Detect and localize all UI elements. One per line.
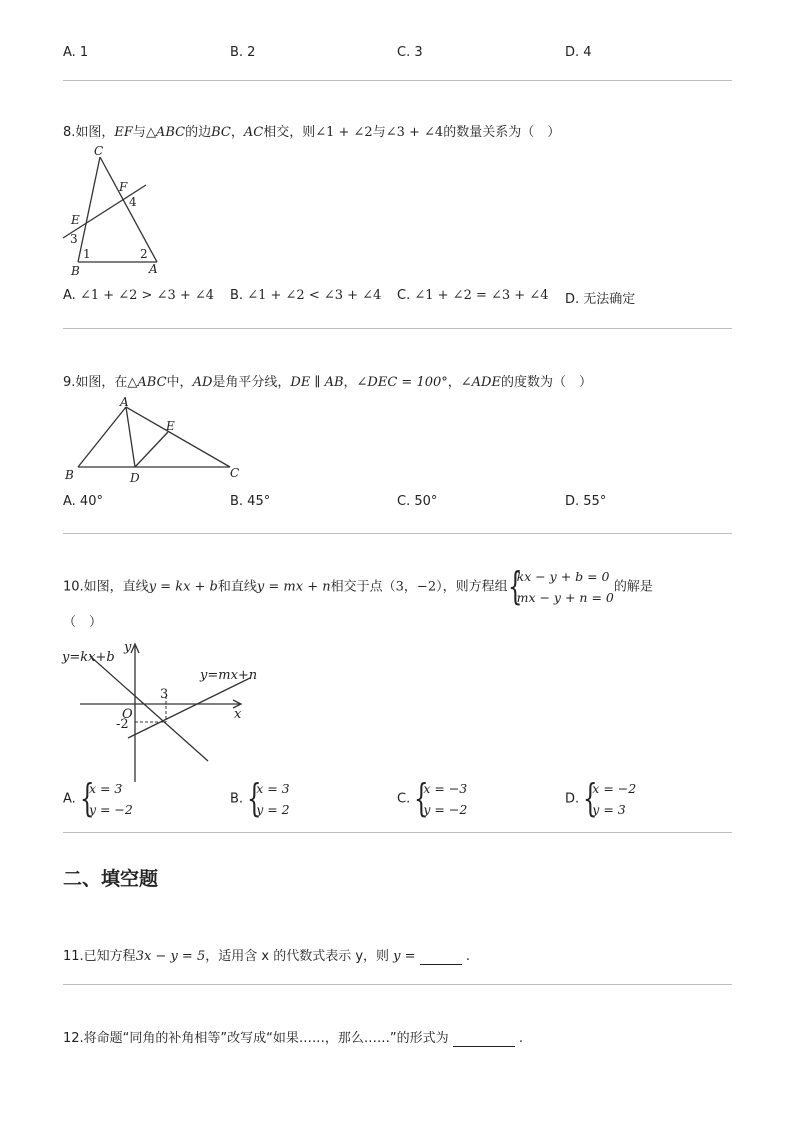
- q7-option-b: B. 2: [230, 45, 256, 60]
- q10-label-x: x: [234, 707, 242, 722]
- option-x: x = 3: [88, 781, 123, 796]
- q10-label-3: 3: [160, 687, 169, 702]
- brace-icon: {: [247, 776, 262, 820]
- q8-label-2: 2: [140, 247, 148, 261]
- brace-icon: {: [507, 564, 523, 608]
- q11-stem: [63, 945, 470, 965]
- q11-y: y =: [393, 949, 416, 964]
- q7-option-d: D. 4: [565, 45, 592, 60]
- option-system: [247, 778, 289, 820]
- q10-prefix: 10.如图，直线: [63, 579, 149, 595]
- q9-triangle: △ABC: [127, 375, 167, 390]
- q8-triangle: △ABC: [145, 125, 186, 140]
- q8-prefix: 8.如图，: [63, 125, 115, 140]
- q8-label-b: B: [71, 264, 80, 278]
- q9-text: 中，: [166, 375, 193, 390]
- option-y: y = 3: [592, 802, 626, 817]
- q7-option-c: C. 3: [397, 45, 423, 60]
- q10-figure: [60, 636, 270, 784]
- option-y: y = 2: [256, 802, 290, 817]
- option-letter: C.: [397, 791, 411, 807]
- q10-label-y: y: [124, 640, 132, 655]
- q10-eq2: mx − y + n = 0: [516, 590, 614, 605]
- q8-label-e: E: [71, 213, 80, 227]
- q9-ade: ∠ADE: [460, 375, 501, 390]
- option-y: y = −2: [423, 802, 468, 817]
- q9-option-b: B. 45°: [230, 494, 271, 509]
- option-letter: B.: [230, 288, 244, 303]
- q9-label-e: E: [166, 419, 175, 433]
- q10-option-a: [63, 778, 133, 820]
- q9-label-d: D: [130, 471, 140, 485]
- option-expr: 无法确定: [583, 292, 636, 307]
- q12-answer-blank[interactable]: [453, 1031, 515, 1047]
- q10-label-neg2: -2: [116, 717, 129, 732]
- q9-label-b: B: [65, 468, 74, 482]
- q10-text: ），则方程组: [436, 579, 508, 595]
- q8-label-f: F: [119, 180, 128, 194]
- q10-text: ，: [403, 579, 417, 595]
- q8-stem: [63, 121, 560, 140]
- q8-text: 相交，则: [263, 125, 316, 140]
- q10-label-o: O: [122, 707, 133, 722]
- q8-ac: AC: [243, 125, 264, 140]
- q8-expr2: ∠3 + ∠4: [385, 125, 444, 140]
- q10-option-b: [230, 778, 290, 820]
- divider: [63, 80, 732, 81]
- option-system: [583, 778, 636, 820]
- q10-label-l2: y=mx+n: [200, 668, 258, 683]
- q8-label-c: C: [94, 144, 104, 158]
- q9-label-a: A: [120, 395, 129, 409]
- q8-figure: [60, 142, 170, 280]
- option-expr: ∠1 + ∠2 > ∠3 + ∠4: [79, 288, 215, 303]
- option-letter: C.: [397, 288, 411, 303]
- q10-option-c: [397, 778, 467, 820]
- section-title: 二、填空题: [63, 868, 159, 890]
- option-y: y = −2: [88, 802, 133, 817]
- option-letter: D.: [565, 292, 580, 307]
- q9-label-c: C: [230, 466, 240, 480]
- divider: [63, 984, 732, 985]
- option-x: x = 3: [256, 781, 290, 796]
- option-letter: D.: [565, 791, 580, 807]
- q8-text: 的数量关系为（ ）: [443, 125, 561, 140]
- q9-angle: ∠DEC = 100°: [356, 375, 448, 390]
- q8-label-4: 4: [129, 195, 137, 209]
- q8-option-c: [397, 288, 549, 303]
- q10-text: 的解是: [613, 579, 653, 595]
- q9-stem: [63, 371, 592, 390]
- divider: [63, 832, 732, 833]
- q8-bc: BC: [211, 125, 231, 140]
- q7-option-a: A. 1: [63, 45, 89, 60]
- brace-icon: {: [414, 776, 429, 820]
- option-expr: ∠1 + ∠2 = ∠3 + ∠4: [414, 288, 549, 303]
- q8-label-3: 3: [70, 232, 78, 246]
- q8-option-a: [63, 288, 214, 303]
- q8-ef: EF: [114, 125, 133, 140]
- q12-stem: [63, 1027, 523, 1047]
- q8-text: 的边: [185, 125, 212, 140]
- q10-stem: [63, 566, 653, 608]
- q10-text: 和直线: [217, 579, 257, 595]
- option-expr: ∠1 + ∠2 < ∠3 + ∠4: [247, 288, 382, 303]
- q10-label-l1: y=kx+b: [62, 650, 115, 665]
- q11-end: .: [465, 949, 470, 964]
- q9-figure: [60, 395, 250, 487]
- option-letter: A.: [63, 288, 76, 303]
- q11-answer-blank[interactable]: [420, 949, 462, 965]
- q8-expr1: ∠1 + ∠2: [315, 125, 373, 140]
- q8-label-1: 1: [83, 247, 91, 261]
- q8-option-d: [565, 288, 635, 307]
- option-letter: B.: [230, 791, 244, 807]
- q9-text: ，: [447, 375, 461, 390]
- option-x: x = −3: [423, 781, 468, 796]
- q10-option-d: [565, 778, 636, 820]
- q9-option-d: D. 55°: [565, 494, 607, 509]
- q8-text: 与: [372, 125, 386, 140]
- q11-equation: 3x − y = 5: [135, 949, 206, 964]
- brace-icon: {: [79, 776, 95, 820]
- q12-end: .: [518, 1031, 524, 1046]
- q8-label-a: A: [149, 262, 158, 276]
- q11-prefix: 11.已知方程: [63, 949, 136, 964]
- q10-line2: y = mx + n: [256, 579, 331, 595]
- option-x: x = −2: [592, 781, 637, 796]
- q9-text: 是角平分线，: [212, 375, 291, 390]
- q8-text: ，: [230, 125, 244, 140]
- q9-prefix: 9.如图，在: [63, 375, 128, 390]
- divider: [63, 328, 732, 329]
- q9-ad: AD: [192, 375, 213, 390]
- q9-text: 的度数为（ ）: [500, 375, 592, 390]
- q11-text: ，适用含 x 的代数式表示 y，则: [205, 949, 390, 964]
- q9-option-a: A. 40°: [63, 494, 103, 509]
- brace-icon: {: [583, 776, 598, 820]
- q8-option-b: [230, 288, 381, 303]
- q9-option-c: C. 50°: [397, 494, 438, 509]
- option-letter: A.: [63, 791, 76, 807]
- q10-eq1: kx − y + b = 0: [516, 569, 610, 584]
- q10-paren: （ ）: [63, 615, 103, 630]
- option-system: [414, 778, 467, 820]
- q8-text: 与: [132, 125, 146, 140]
- q10-point-y: −2: [416, 579, 437, 595]
- option-system: [80, 778, 133, 820]
- divider: [63, 533, 732, 534]
- q10-equation-system: [508, 566, 614, 608]
- q10-text: 相交于点（: [330, 579, 396, 595]
- q9-text: ，: [343, 375, 357, 390]
- q10-point-x: 3: [395, 579, 404, 595]
- q10-line1: y = kx + b: [148, 579, 218, 595]
- q9-parallel: DE ∥ AB: [290, 375, 344, 390]
- q12-text: 12.将命题“同角的补角相等”改写成“如果……，那么……”的形式为: [63, 1031, 449, 1046]
